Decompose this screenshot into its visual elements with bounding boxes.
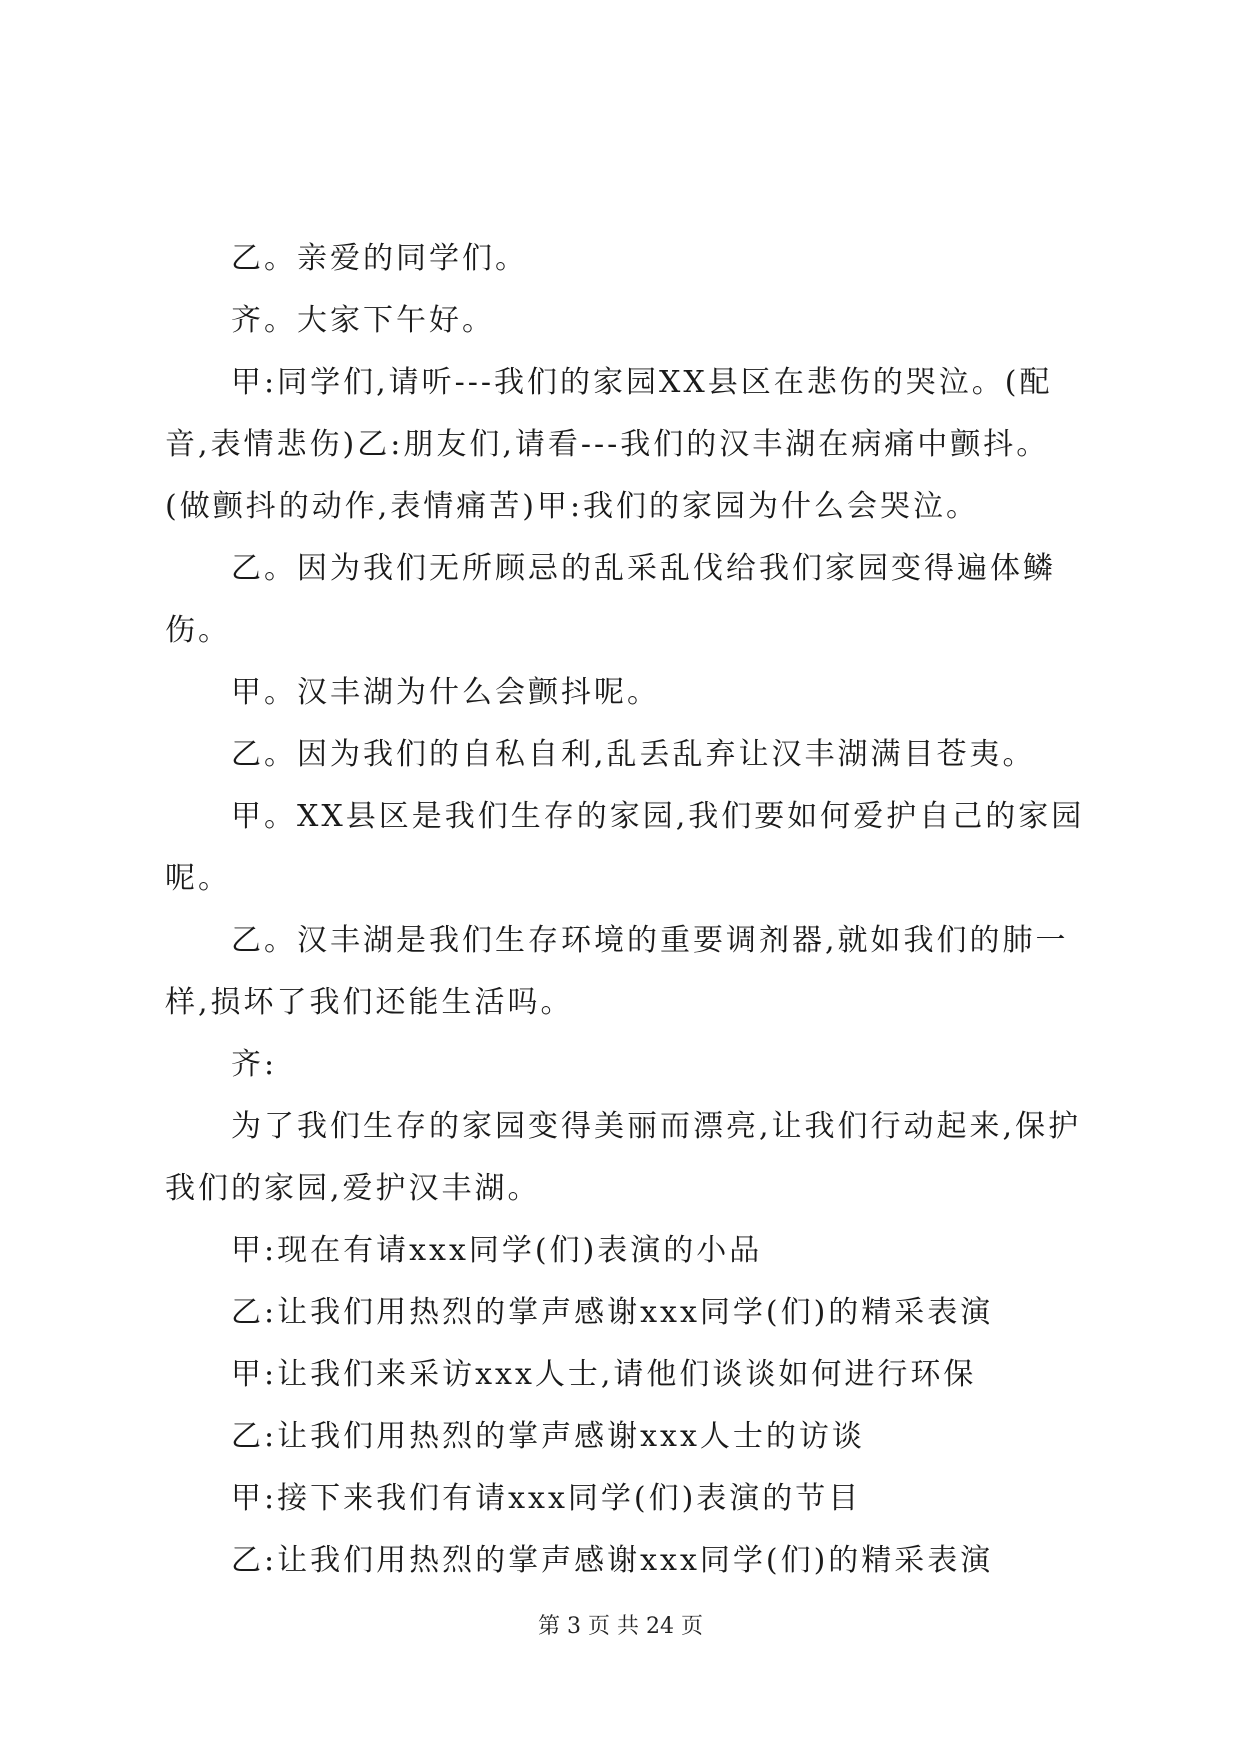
document-body <box>165 228 1085 1592</box>
paragraph: 甲:让我们来采访xxx人士,请他们谈谈如何进行环保 <box>231 1357 977 1392</box>
paragraph: 甲:现在有请xxx同学(们)表演的小品 <box>231 1233 763 1268</box>
paragraph: 乙。因为我们无所顾忌的乱采乱伐给我们家园变得遍体鳞伤。 <box>165 551 1056 648</box>
paragraph: 乙:让我们用热烈的掌声感谢xxx同学(们)的精采表演 <box>231 1543 994 1578</box>
paragraph: 甲:同学们,请听---我们的家园XX县区在悲伤的哭泣。(配音,表情悲伤)乙:朋友们,请看---我们的汉丰湖在病痛中颤抖。(做颤抖的动作,表情痛苦)甲:我们的家园为什么会哭泣。 <box>165 365 1053 524</box>
paragraph: 乙:让我们用热烈的掌声感谢xxx同学(们)的精采表演 <box>231 1295 994 1330</box>
paragraph: 甲:接下来我们有请xxx同学(们)表演的节目 <box>231 1481 862 1516</box>
paragraph: 甲。XX县区是我们生存的家园,我们要如何爱护自己的家园呢。 <box>165 799 1085 896</box>
paragraph: 为了我们生存的家园变得美丽而漂亮,让我们行动起来,保护我们的家园,爱护汉丰湖。 <box>165 1109 1082 1206</box>
paragraph: 齐: <box>231 1047 278 1082</box>
paragraph: 齐。大家下午好。 <box>231 303 495 338</box>
paragraph: 乙。汉丰湖是我们生存环境的重要调剂器,就如我们的肺一样,损坏了我们还能生活吗。 <box>165 923 1069 1020</box>
paragraph: 乙:让我们用热烈的掌声感谢xxx人士的访谈 <box>231 1419 865 1454</box>
paragraph: 甲。汉丰湖为什么会颤抖呢。 <box>231 675 660 710</box>
page-number-footer: 第 3 页 共 24 页 <box>538 1614 703 1639</box>
paragraph: 乙。亲爱的同学们。 <box>231 241 528 276</box>
paragraph: 乙。因为我们的自私自利,乱丢乱弃让汉丰湖满目苍夷。 <box>231 737 1036 772</box>
